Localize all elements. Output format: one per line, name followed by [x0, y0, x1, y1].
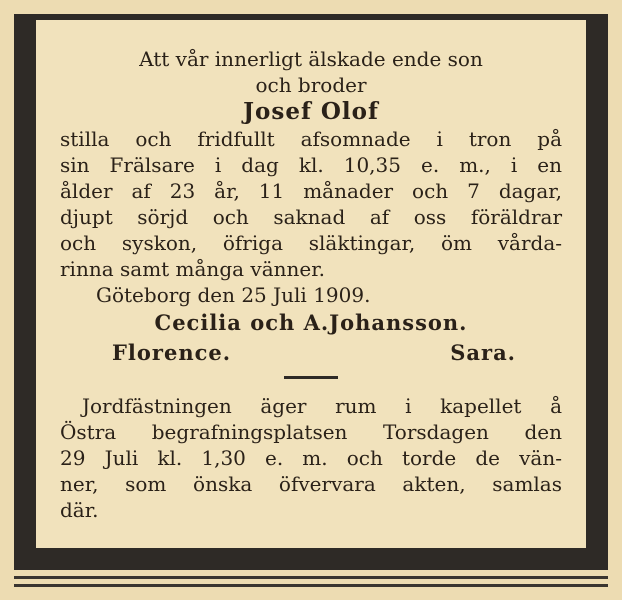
signer-florence: Florence.	[112, 340, 232, 365]
intro-line: Att vår innerligt älskade ende son	[139, 47, 483, 71]
funeral-line: Östra begrafningsplatsen Torsdagen den	[60, 420, 562, 444]
body-line: djupt sörjd och saknad af oss föräldrar	[60, 205, 562, 229]
signers-line-2	[60, 338, 562, 368]
place-date: Göteborg den 25 Juli 1909.	[96, 283, 371, 307]
body-line: stilla och fridfullt afsomnade i tron på	[60, 127, 562, 151]
signer-sara: Sara.	[450, 340, 516, 365]
notice-border	[14, 14, 608, 570]
rule-line	[14, 576, 608, 579]
body-line: sin Frälsare i dag kl. 10,35 e. m., i en	[60, 153, 562, 177]
bottom-rules	[14, 576, 608, 592]
deceased-name: Josef Olof	[243, 98, 379, 125]
body-line: rinna samt många vänner.	[60, 257, 325, 281]
body-line: ålder af 23 år, 11 månader och 7 dagar,	[60, 179, 562, 203]
funeral-line: Jordfästningen äger rum i kapellet å	[82, 394, 562, 418]
death-notice	[36, 20, 586, 548]
funeral-line: 29 Juli kl. 1,30 e. m. och torde de vän-	[60, 446, 562, 470]
body-line: och syskon, öfriga släktingar, öm vårda-	[60, 231, 562, 255]
signers-line-1: Cecilia och A.Johansson.	[154, 310, 468, 335]
funeral-line: ner, som önska öfvervara akten, samlas	[60, 472, 562, 496]
funeral-line: där.	[60, 498, 99, 522]
divider-rule	[284, 376, 338, 379]
rule-line	[14, 584, 608, 587]
intro-line: och broder	[255, 73, 367, 97]
